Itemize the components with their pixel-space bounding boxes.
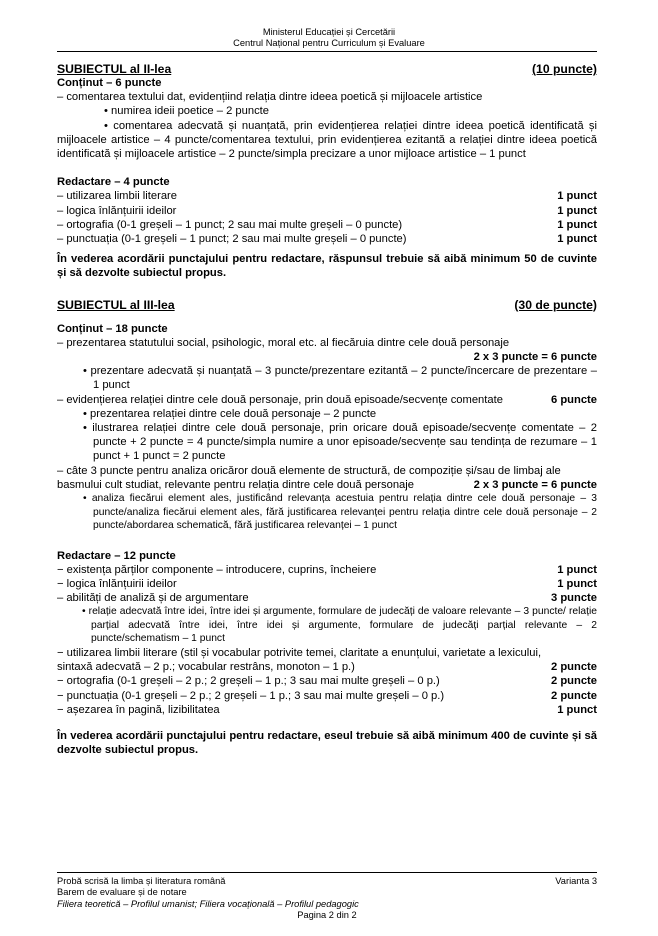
s2-red-label: – ortografia (0-1 greșeli – 1 punct; 2 sau mai multe greșeli – 0 puncte) bbox=[57, 218, 403, 231]
page-footer bbox=[57, 876, 597, 921]
s3-item-1: – prezentarea statutului social, psihologic, moral etc. al fiecăruia dintre cele două personaje bbox=[57, 336, 510, 349]
s3-item-3-line-2: basmului cult studiat, relevante pentru relația dintre cele două personaje bbox=[57, 478, 414, 491]
footer-exam: Probă scrisă la limba și literatura română bbox=[57, 876, 226, 886]
bullet-icon: • bbox=[104, 105, 108, 118]
s3-item-2-label: – evidențierea relației dintre cele două personaje, prin două episoade/secvențe comentate bbox=[57, 393, 503, 406]
s3-red-4-line-2: sintaxă adecvată – 2 p.; vocabular restrâns, monoton – 1 p.) bbox=[57, 661, 355, 674]
s2-note: În vederea acordării punctajului pentru redactare, răspunsul trebuie să aibă minimum 50 de cuvinte și să dezvolte subiectul propus. bbox=[57, 253, 597, 280]
s2-red-label: – utilizarea limbii literare bbox=[57, 190, 177, 203]
footer-profile: Filiera teoretică – Profilul umanist; Filiera vocațională – Profilul pedagogic bbox=[57, 898, 359, 909]
s3-item-2-bullet-2 bbox=[57, 421, 597, 464]
s3-item-3-points: 2 x 3 puncte = 6 puncte bbox=[473, 478, 597, 491]
s3-redactare-heading: Redactare – 12 puncte bbox=[57, 549, 176, 562]
s3-note: În vederea acordării punctajului pentru redactare, eseul trebuie să aibă minimum 400 de cuvinte și să dezvolte subiectul propus. bbox=[57, 729, 597, 757]
s2-red-label: – punctuația (0-1 greșeli – 1 punct; 2 sau mai multe greșeli – 0 puncte) bbox=[57, 233, 407, 246]
s3-item-3 bbox=[57, 478, 597, 492]
s2-item-1: – comentarea textului dat, evidențiind relația dintre ideea poetică și mijloacele artistice bbox=[57, 91, 483, 104]
section-2-points: (10 puncte) bbox=[531, 62, 597, 76]
header-ministry: Ministerul Educației și Cercetării bbox=[262, 27, 396, 37]
s2-red-row bbox=[57, 204, 597, 218]
s2-redactare-heading: Redactare – 4 puncte bbox=[57, 176, 170, 189]
s3-item-1-bullet-text: prezentare adecvată și nuanțată – 3 puncte/prezentare ezitantă – 2 puncte/încercare de prezentare – 1 punct bbox=[90, 365, 597, 392]
bullet-icon: • bbox=[83, 493, 87, 505]
bullet-icon: • bbox=[82, 606, 86, 618]
s3-red-row bbox=[57, 674, 597, 688]
s3-red-row bbox=[57, 660, 597, 674]
s2-red-row bbox=[57, 232, 597, 246]
section-2-heading: SUBIECTUL al II-lea bbox=[57, 62, 172, 76]
s3-red-row bbox=[57, 703, 597, 717]
s3-red-points: 1 punct bbox=[557, 577, 597, 590]
section-3-heading: SUBIECTUL al III-lea bbox=[57, 297, 175, 312]
s3-red-label: – abilități de analiză și de argumentare bbox=[57, 592, 249, 605]
bullet-icon: • bbox=[83, 422, 87, 435]
s2-bullet-2-text: comentarea adecvată și nuanțată, prin evidențierea relației dintre ideea poetică identificată și mijloacele artistice – 4 puncte/comentarea textului, prin evidențierea ezitantă a relației dintre ideea poetică identificată și mijloacele artistice – 2 puncte/simpla precizare a unor mijloace artistice – 1 punct bbox=[57, 119, 597, 161]
s3-item-3-bullet-text: analiza fiecărui element ales, justificând relevanța acestuia pentru relația dintre cele două personaje – 3 puncte/analiza fiecărui element ales, fără justificarea relevanței pentru relația dintre cele două personaje – 2 puncte/abordarea schematică, fără justificarea relevanței – 1 punct bbox=[91, 493, 597, 532]
s3-item-2-bullet-1-text: prezentarea relației dintre cele două personaje – 2 puncte bbox=[90, 407, 377, 420]
s3-item-1-bullet bbox=[57, 364, 597, 392]
footer-variant: Varianta 3 bbox=[555, 876, 597, 886]
s3-red-row bbox=[57, 577, 597, 591]
section-3-points: (30 de puncte) bbox=[514, 297, 597, 312]
header-center: Centrul Național pentru Curriculum și Evaluare bbox=[233, 38, 425, 48]
s2-bullet-2 bbox=[57, 119, 597, 162]
s3-red-points: 1 punct bbox=[557, 563, 597, 576]
s3-red-row bbox=[57, 563, 597, 577]
footer-divider bbox=[57, 872, 597, 873]
s2-red-points: 1 punct bbox=[557, 204, 597, 217]
s3-red-row bbox=[57, 591, 597, 605]
document-body bbox=[57, 62, 597, 757]
s3-red-row bbox=[57, 689, 597, 703]
bullet-icon: • bbox=[83, 407, 87, 420]
page-header bbox=[0, 27, 658, 49]
s2-content-heading: Conținut – 6 puncte bbox=[57, 77, 162, 89]
header-divider bbox=[57, 51, 597, 52]
s3-item-2-points: 6 puncte bbox=[550, 393, 597, 406]
bullet-icon: • bbox=[83, 365, 87, 378]
s3-item-1-points: 2 x 3 puncte = 6 puncte bbox=[473, 351, 597, 364]
s2-bullet-1-text: numirea ideii poetice – 2 puncte bbox=[111, 105, 270, 118]
s3-item-2 bbox=[57, 393, 597, 407]
s3-red-label: − așezarea în pagină, lizibilitatea bbox=[57, 703, 220, 716]
s2-red-points: 1 punct bbox=[557, 190, 597, 203]
s3-red-points: 2 puncte bbox=[550, 675, 597, 688]
s2-bullet-1 bbox=[57, 104, 597, 118]
s3-red-points: 2 puncte bbox=[550, 661, 597, 674]
s2-red-points: 1 punct bbox=[557, 218, 597, 231]
s3-red-4-line-1: − utilizarea limbii literare (stil și vocabular potrivite temei, claritate a enunțului, varietate a lexicului, bbox=[57, 646, 542, 659]
s3-red-3-bullet-text: relație adecvată între idei, între idei și argumente, formulare de judecăți de valoare relevante – 3 puncte/ relație parțial adecvată între idei, între idei și argumente, formulare de judecăți parțial relevante – 2 puncte/schematism – 1 punct bbox=[88, 606, 597, 645]
s2-red-label: – logica înlănțuirii ideilor bbox=[57, 204, 177, 217]
s3-item-2-bullet-1 bbox=[57, 407, 597, 421]
s3-red-label: − existența părților componente – introducere, cuprins, încheiere bbox=[57, 563, 377, 576]
s3-red-label: − logica înlănțuirii ideilor bbox=[57, 577, 177, 590]
s3-red-points: 2 puncte bbox=[550, 689, 597, 702]
s3-red-points: 1 punct bbox=[557, 703, 597, 716]
s2-red-row bbox=[57, 218, 597, 232]
bullet-icon: • bbox=[104, 119, 108, 132]
footer-page-number: Pagina 2 din 2 bbox=[297, 909, 357, 920]
s3-red-label: − punctuația (0-1 greșeli – 2 p.; 2 greșeli – 1 p.; 3 sau mai multe greșeli – 0 p.) bbox=[57, 689, 445, 702]
footer-barem: Barem de evaluare și de notare bbox=[57, 887, 187, 898]
s3-item-2-bullet-2-text: ilustrarea relației dintre cele două personaje, prin oricare două episoade/secvențe comentate – 2 puncte + 2 puncte = 4 puncte/simpla numire a unor episoade/secvențe sau tendința de rezumare – 1 punct + 1 punct = 2 puncte bbox=[92, 422, 597, 463]
section-3-title bbox=[57, 298, 597, 312]
s2-red-row bbox=[57, 189, 597, 203]
s3-red-points: 3 puncte bbox=[550, 592, 597, 605]
s3-item-3-bullet bbox=[57, 492, 597, 533]
s3-red-3-bullet bbox=[57, 605, 597, 646]
s2-red-points: 1 punct bbox=[557, 233, 597, 246]
s3-content-heading: Conținut – 18 puncte bbox=[57, 322, 168, 335]
s3-item-3-line-1: – câte 3 puncte pentru analiza oricăror două elemente de structură, de compoziție și/sau de limbaj ale bbox=[57, 464, 561, 477]
section-2-title bbox=[57, 62, 597, 76]
s3-red-label: − ortografia (0-1 greșeli – 2 p.; 2 greșeli – 1 p.; 3 sau mai multe greșeli – 0 p.) bbox=[57, 675, 440, 688]
